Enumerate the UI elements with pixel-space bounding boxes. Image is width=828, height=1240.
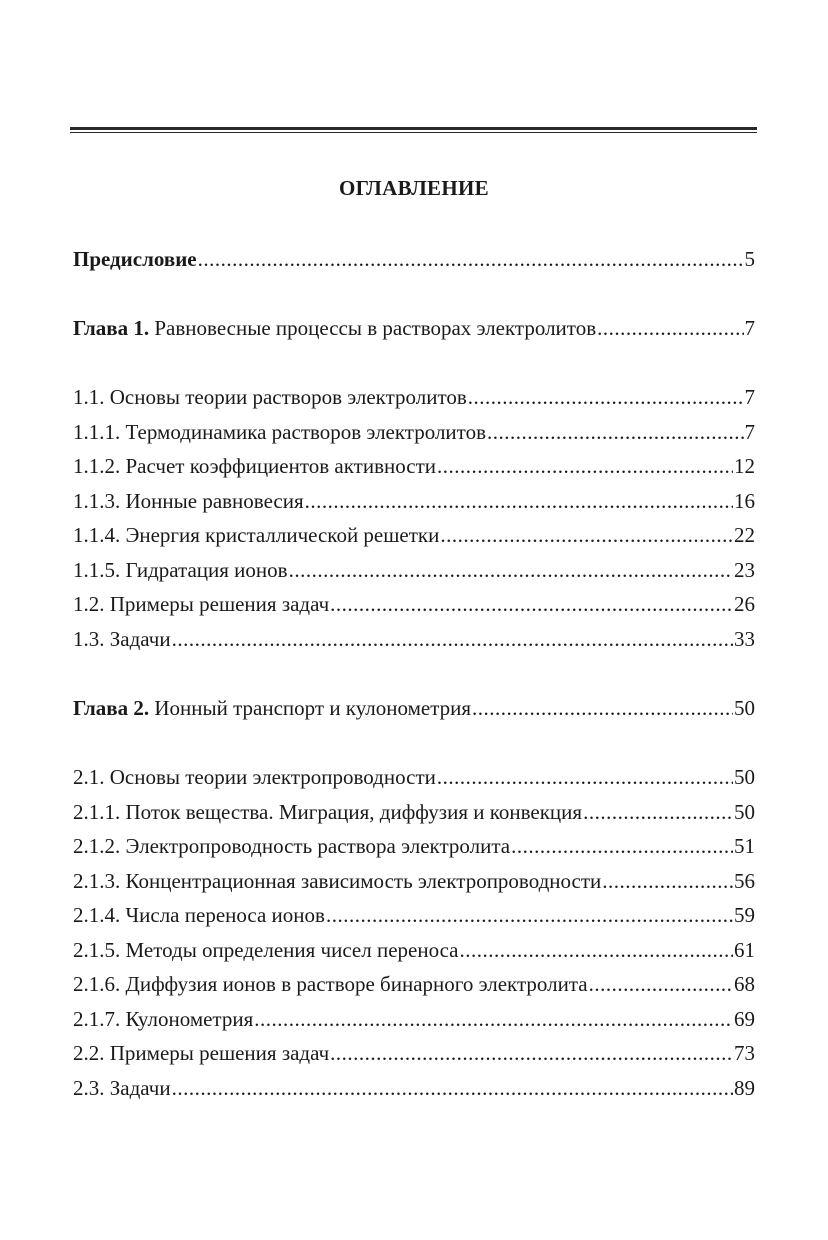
header-rule-thick: [70, 127, 757, 130]
page-title: ОГЛАВЛЕНИЕ: [339, 176, 489, 200]
dot-leader: [326, 902, 733, 928]
dot-leader: [440, 522, 733, 548]
dot-leader: [589, 971, 733, 997]
dot-leader: [172, 1075, 733, 1101]
toc-page-number: 50: [734, 800, 755, 824]
dot-leader: [289, 557, 733, 583]
dot-leader: [460, 937, 734, 963]
toc-entry-text: 1.1.3. Ионные равновесия: [73, 489, 304, 513]
toc-entry: [73, 246, 755, 272]
toc-entry-text: 2.3. Задачи: [73, 1076, 171, 1100]
toc-page-number: 26: [734, 592, 755, 616]
dot-leader: [305, 488, 733, 514]
toc-entry: [73, 695, 755, 721]
toc-entry: [73, 764, 755, 790]
toc-page-number: 22: [734, 523, 755, 547]
toc-entry: [73, 591, 755, 617]
toc-page-number: 50: [734, 765, 755, 789]
dot-leader: [583, 799, 733, 825]
toc-entry: [73, 1006, 755, 1032]
toc-entry: [73, 1075, 755, 1101]
toc-entry: [73, 453, 755, 479]
dot-leader: [198, 246, 744, 272]
toc-entry: [73, 384, 755, 410]
toc-page-number: 7: [744, 316, 755, 340]
toc-entry-text: 1.1.1. Термодинамика растворов электролитов: [73, 420, 486, 444]
toc-entry-text: 2.1.2. Электропроводность раствора электролита: [73, 834, 511, 858]
dot-leader: [597, 315, 743, 341]
toc-page-number: 68: [734, 972, 755, 996]
toc-page-number: 69: [734, 1007, 755, 1031]
toc-entry-text: 1.1. Основы теории растворов электролитов: [73, 385, 467, 409]
dot-leader: [472, 695, 733, 721]
toc-entry: [73, 868, 755, 894]
toc-entry-text: 1.1.5. Гидратация ионов: [73, 558, 288, 582]
toc-entry-text: 2.1.5. Методы определения чисел переноса: [73, 938, 459, 962]
dot-leader: [254, 1006, 733, 1032]
header-rule-thin: [70, 132, 757, 133]
toc-entry: [73, 557, 755, 583]
toc-entry-text: 2.1.3. Концентрационная зависимость электропроводности: [73, 869, 602, 893]
toc-entry-text: Равновесные процессы в растворах электролитов: [149, 316, 597, 340]
toc-entry-text: 2.1.7. Кулонометрия: [73, 1007, 254, 1031]
toc-page-number: 7: [744, 385, 755, 409]
toc-page-number: 51: [734, 834, 755, 858]
dot-leader: [602, 868, 733, 894]
toc-entry-text: 1.2. Примеры решения задач: [73, 592, 330, 616]
toc-entry-text: 2.2. Примеры решения задач: [73, 1041, 330, 1065]
toc-entry-text: 1.1.4. Энергия кристаллической решетки: [73, 523, 440, 547]
toc-page-number: 7: [744, 420, 755, 444]
toc-entry: [73, 799, 755, 825]
toc-page-number: 59: [734, 903, 755, 927]
toc-entry: [73, 522, 755, 548]
toc-entry-text: 1.3. Задачи: [73, 627, 171, 651]
dot-leader: [468, 384, 744, 410]
toc-page-number: 5: [744, 247, 755, 271]
toc-page-number: 56: [734, 869, 755, 893]
toc-entry-text: 2.1.1. Поток вещества. Миграция, диффузия и конвекция: [73, 800, 583, 824]
toc-entry-text: Ионный транспорт и кулонометрия: [149, 696, 472, 720]
toc-entry: [73, 488, 755, 514]
toc-entry: [73, 626, 755, 652]
toc-entry: [73, 833, 755, 859]
toc-page-number: 12: [734, 454, 755, 478]
toc-entry-bold: Глава 1.: [73, 316, 150, 340]
toc-entry-text: 2.1.4. Числа переноса ионов: [73, 903, 325, 927]
dot-leader: [172, 626, 733, 652]
toc-page-number: 23: [734, 558, 755, 582]
toc-page-number: 16: [734, 489, 755, 513]
toc-entry-bold: Предисловие: [73, 247, 197, 271]
toc-entry: [73, 971, 755, 997]
dot-leader: [487, 419, 744, 445]
toc-page-number: 89: [734, 1076, 755, 1100]
dot-leader: [330, 591, 733, 617]
dot-leader: [437, 453, 733, 479]
toc-entry: [73, 1040, 755, 1066]
toc-entry: [73, 419, 755, 445]
toc-page-number: 61: [734, 938, 755, 962]
toc-entry-text: 2.1.6. Диффузия ионов в растворе бинарного электролита: [73, 972, 588, 996]
toc-entry-text: 2.1. Основы теории электропроводности: [73, 765, 436, 789]
dot-leader: [511, 833, 733, 859]
toc-entry-bold: Глава 2.: [73, 696, 150, 720]
dot-leader: [330, 1040, 733, 1066]
dot-leader: [437, 764, 733, 790]
toc-page-number: 73: [734, 1041, 755, 1065]
toc-entry: [73, 902, 755, 928]
toc-entry: [73, 937, 755, 963]
toc-entry-text: 1.1.2. Расчет коэффициентов активности: [73, 454, 436, 478]
toc-page-number: 50: [734, 696, 755, 720]
toc-page-number: 33: [734, 627, 755, 651]
toc-entry: [73, 315, 755, 341]
